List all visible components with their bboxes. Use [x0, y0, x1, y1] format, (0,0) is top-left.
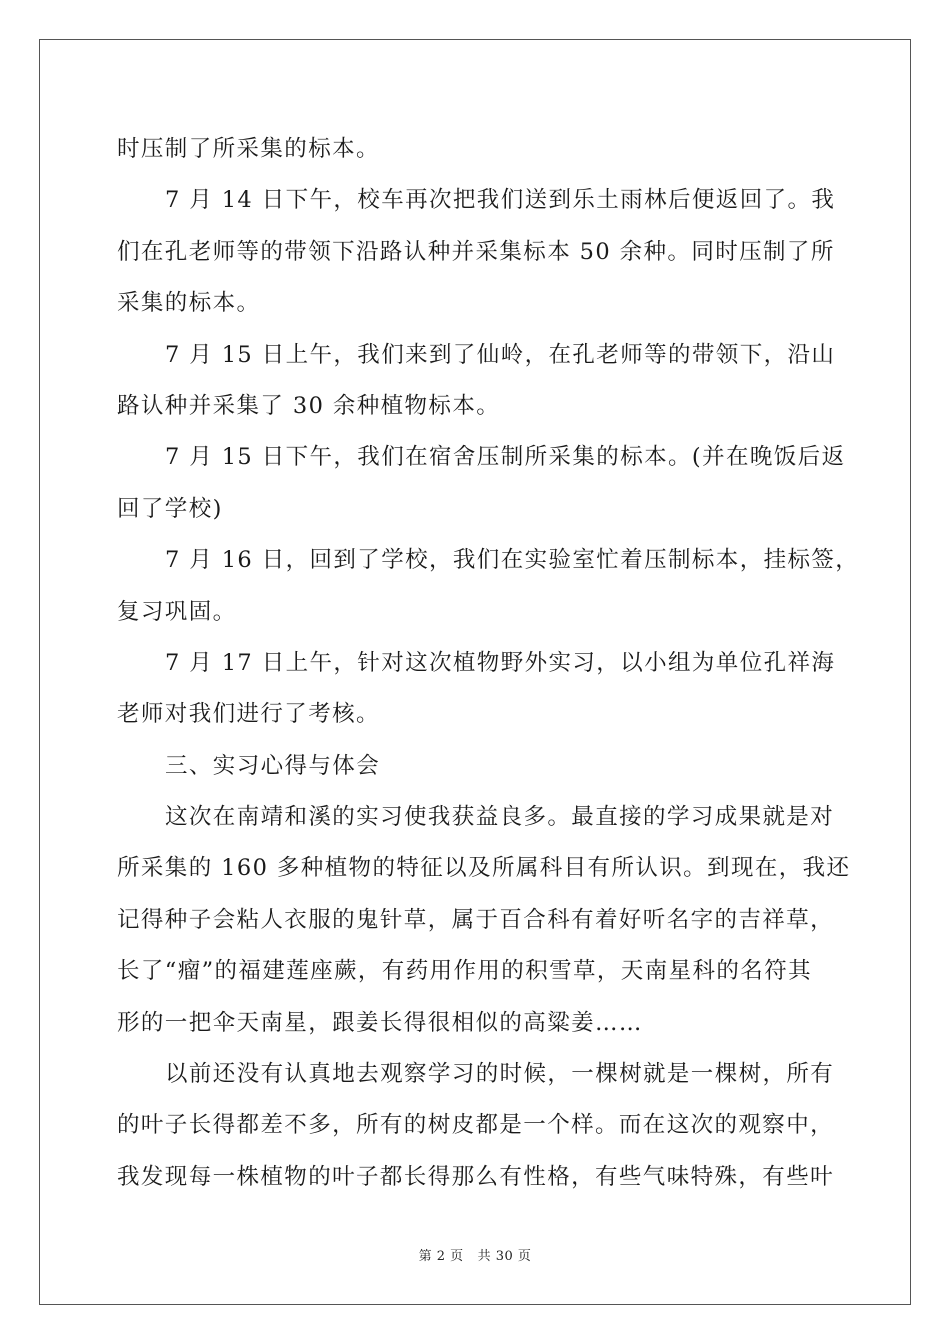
- page-footer: [0, 1245, 950, 1264]
- paragraph: [117, 1049, 837, 1203]
- text-line: 7 月 14 日下午，校车再次把我们送到乐土雨林后便返回了。我: [165, 187, 836, 214]
- paragraph: [117, 792, 851, 1049]
- paragraph: [117, 741, 837, 792]
- text-line: 记得种子会粘人衣服的鬼针草，属于百合科有着好听名字的吉祥草，: [117, 906, 835, 933]
- text-line: 长了“瘤”的福建莲座蕨，有药用作用的积雪草，天南星科的名符其: [117, 958, 813, 985]
- text-line: 7 月 15 日上午，我们来到了仙岭，在孔老师等的带领下，沿山: [165, 341, 836, 368]
- text-line: 时压制了所采集的标本。: [117, 136, 380, 162]
- text-line: 三、实习心得与体会: [165, 752, 381, 779]
- paragraph: [117, 330, 837, 433]
- text-line: 以前还没有认真地去观察学习的时候，一棵树就是一棵树，所有: [165, 1061, 835, 1088]
- text-line: 回了学校): [117, 495, 223, 522]
- paragraph: [117, 124, 837, 175]
- text-line: 7 月 17 日上午，针对这次植物野外实习，以小组为单位孔祥海: [165, 649, 836, 676]
- paragraph: [117, 535, 860, 638]
- paragraph: [117, 432, 846, 535]
- text-line: 们在孔老师等的带领下沿路认种并采集标本 50 余种。同时压制了所: [117, 238, 835, 265]
- text-line: 所采集的 160 多种植物的特征以及所属科目有所认识。到现在，我还: [117, 855, 851, 882]
- text-line: 的叶子长得都差不多，所有的树皮都是一个样。而在这次的观察中，: [117, 1112, 835, 1139]
- document-body: [117, 124, 860, 1203]
- text-line: 7 月 15 日下午，我们在宿舍压制所采集的标本。(并在晚饭后返: [165, 444, 846, 471]
- text-line: 路认种并采集了 30 余种植物标本。: [117, 392, 501, 419]
- text-line: 7 月 16 日，回到了学校，我们在实验室忙着压制标本，挂标签，: [165, 547, 860, 574]
- text-line: 复习巩固。: [117, 598, 237, 625]
- text-line: 我发现每一株植物的叶子都长得那么有性格，有些气味特殊，有些叶: [117, 1163, 835, 1190]
- text-line: 采集的标本。: [117, 290, 261, 317]
- paragraph: [117, 638, 837, 741]
- page-number: 第 2 页: [418, 1249, 464, 1264]
- paragraph: [117, 175, 837, 329]
- page-total: 共 30 页: [477, 1249, 532, 1264]
- text-line: 这次在南靖和溪的实习使我获益良多。最直接的学习成果就是对: [165, 804, 835, 831]
- text-line: 老师对我们进行了考核。: [117, 701, 380, 728]
- text-line: 形的一把伞天南星，跟姜长得很相似的高粱姜……: [117, 1009, 643, 1036]
